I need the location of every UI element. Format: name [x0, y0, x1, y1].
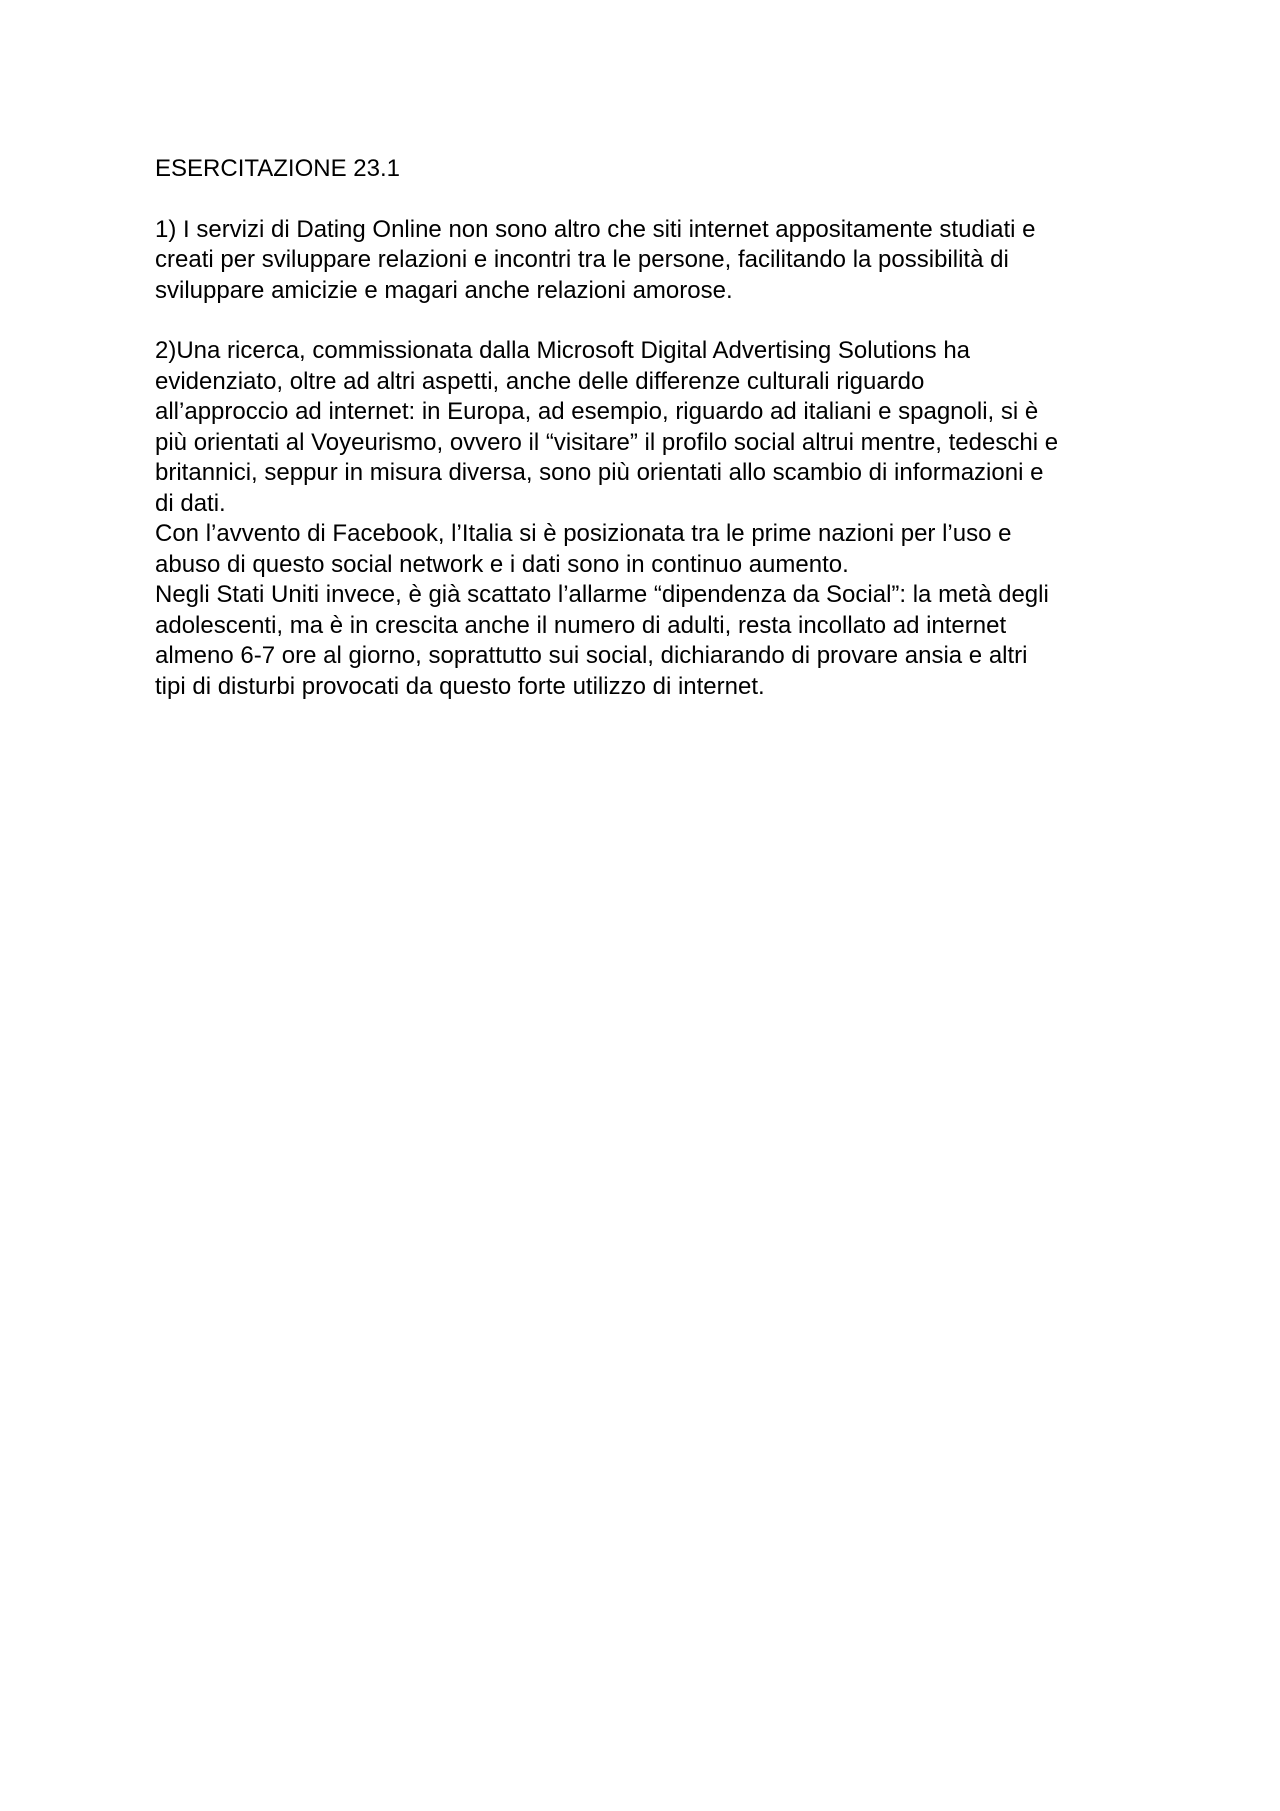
text-line: 1) I servizi di Dating Online non sono altro che siti internet appositamente studiati e [155, 215, 1036, 243]
text-line: adolescenti, ma è in crescita anche il numero di adulti, resta incollato ad internet [155, 611, 1007, 639]
text-line: 2)Una ricerca, commissionata dalla Microsoft Digital Advertising Solutions ha [155, 337, 971, 364]
document-title: ESERCITAZIONE 23.1 [155, 155, 400, 182]
text-line: all’approccio ad internet: in Europa, ad esempio, riguardo ad italiani e spagnoli, si è [155, 398, 1039, 425]
paragraph-spacer [155, 306, 1145, 336]
text-line: Negli Stati Uniti invece, è già scattato l’allarme “dipendenza da Social”: la metà degli [155, 581, 1049, 608]
text-line: di dati. [155, 489, 226, 517]
paragraph-1 [155, 215, 1145, 307]
text-line: Con l’avvento di Facebook, l’Italia si è posizionata tra le prime nazioni per l’uso e [155, 520, 1012, 547]
text-line: sviluppare amicizie e magari anche relazioni amorose. [155, 276, 733, 304]
paragraph-2 [155, 336, 1145, 702]
text-line: almeno 6-7 ore al giorno, soprattutto sui social, dichiarando di provare ansia e altri [155, 642, 1028, 669]
text-line: abuso di questo social network e i dati sono in continuo aumento. [155, 550, 849, 578]
document-body [155, 154, 1145, 702]
paragraph-spacer [155, 185, 1145, 215]
text-line: creati per sviluppare relazioni e incontri tra le persone, facilitando la possibilità di [155, 246, 1009, 273]
text-line: evidenziato, oltre ad altri aspetti, anche delle differenze culturali riguardo [155, 367, 925, 395]
text-line: britannici, seppur in misura diversa, sono più orientati allo scambio di informazioni e [155, 459, 1044, 486]
text-line: più orientati al Voyeurismo, ovvero il “visitare” il profilo social altrui mentre, tedeschi e [155, 428, 1059, 456]
text-line: tipi di disturbi provocati da questo forte utilizzo di internet. [155, 672, 765, 700]
